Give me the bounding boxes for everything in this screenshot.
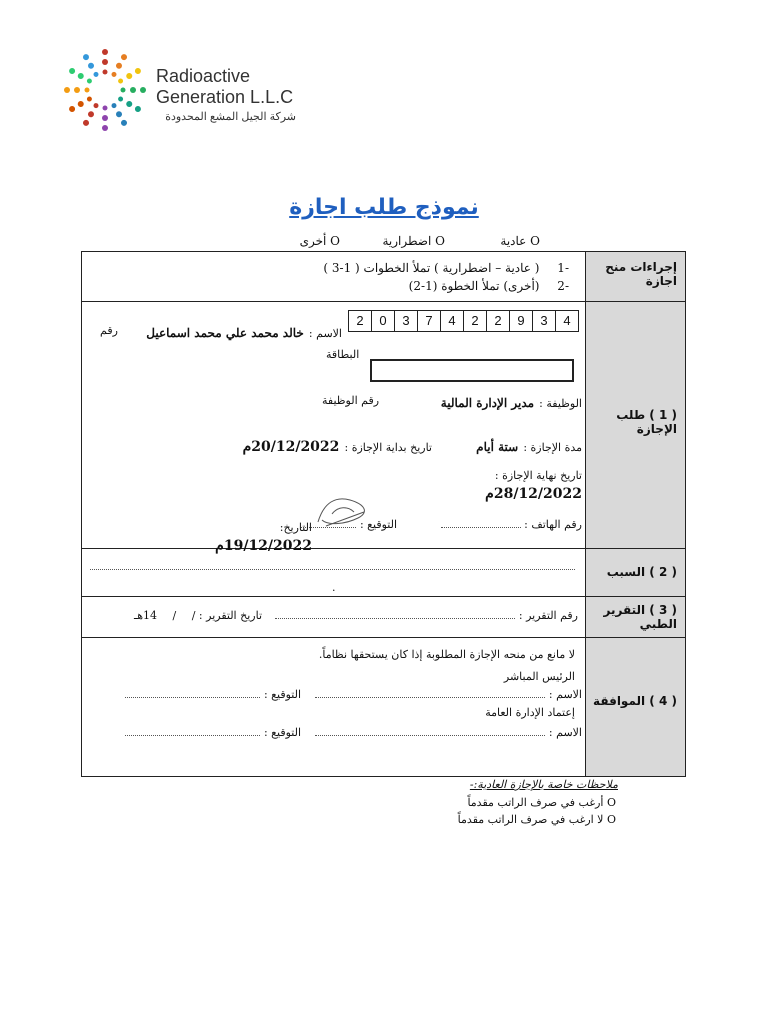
radio-marker: O <box>606 796 616 809</box>
procedures-label-text: إجراءات منح اجازة <box>605 260 677 288</box>
logo-line2: Generation L.L.C <box>156 87 294 107</box>
date-label: التاريخ: <box>279 521 312 534</box>
job-info <box>422 392 582 411</box>
medical-label-text: ( 3 ) التقرير الطبي <box>603 603 677 631</box>
procedures-label <box>586 252 686 302</box>
phone-label: رقم الهاتف : <box>524 518 582 531</box>
leave-end <box>402 464 582 502</box>
page-title: نموذج طلب اجازة <box>289 195 479 220</box>
logo-line1: Radioactive <box>156 66 251 86</box>
medical-row <box>82 597 686 638</box>
hr-name-field[interactable] <box>307 726 582 739</box>
radio-marker: O <box>530 234 540 248</box>
request-content <box>82 302 586 554</box>
reason-label <box>586 549 686 597</box>
report-no-label: رقم التقرير : <box>518 609 578 622</box>
manager-sign-dots <box>125 697 260 698</box>
leave-type-emergency[interactable] <box>360 234 445 248</box>
id-digit: 0 <box>372 311 395 331</box>
note-option-label: أرغب في صرف الراتب مقدماً <box>467 796 604 809</box>
job-no-label: رقم الوظيفة <box>322 394 380 407</box>
procedure-text: ( عادية – اضطرارية ) تملأ الخطوات ( 1-3 ) <box>323 261 540 275</box>
radio-marker: O <box>606 813 616 826</box>
duration-value: ستة أيام <box>476 440 519 454</box>
employee-name <box>142 322 342 341</box>
no-objection-text: لا مانع من منحه الإجازة المطلوبة إذا كان يستحقها نظاماً. <box>318 648 575 661</box>
approval-content <box>82 638 586 777</box>
leave-type-ordinary[interactable] <box>470 234 540 248</box>
procedure-text: (أخرى) تملأ الخطوة (1-2) <box>408 279 540 293</box>
procedure-num: -1 <box>557 261 569 275</box>
end-value: 28/12/2022م <box>485 486 582 502</box>
manager-name-dots <box>315 697 545 698</box>
reason-row <box>82 549 686 597</box>
card-label: البطاقة <box>326 348 360 361</box>
duration-label: مدة الإجازة : <box>523 441 582 454</box>
leave-type-label: عادية <box>500 234 527 248</box>
report-date-field[interactable] <box>112 609 262 622</box>
manager-name-label: الاسم : <box>548 688 582 701</box>
note-option-label: لا ارغب في صرف الراتب مقدماً <box>457 813 604 826</box>
job-value: مدير الإدارة المالية <box>440 396 535 410</box>
leave-start <box>232 436 432 455</box>
report-date-label: تاريخ التقرير : <box>198 609 262 622</box>
procedures-content <box>82 252 586 302</box>
logo-arabic: شركة الجيل المشع المحدودة <box>165 111 296 123</box>
hr-name-dots <box>315 735 545 736</box>
request-label <box>586 302 686 549</box>
date-value: 19/12/2022م <box>215 538 312 554</box>
procedure-item-2 <box>409 279 569 293</box>
procedure-num: -2 <box>557 279 569 293</box>
medical-label <box>586 597 686 638</box>
logo-mark-icon <box>60 44 150 136</box>
name-value: خالد محمد علي محمد اسماعيل <box>146 326 304 340</box>
leave-form-table <box>81 251 686 777</box>
approval-row <box>82 638 686 777</box>
approval-label-text: ( 4 ) الموافقة <box>593 694 677 708</box>
company-logo <box>60 44 300 136</box>
hr-sign-dots <box>125 735 260 736</box>
job-label: الوظيفة : <box>539 397 582 410</box>
start-label: تاريخ بداية الإجازة : <box>344 441 432 454</box>
id-digit: 3 <box>395 311 418 331</box>
id-digit: 4 <box>441 311 464 331</box>
manager-title: الرئيس المباشر <box>503 670 575 683</box>
manager-name-field[interactable] <box>307 688 582 701</box>
hr-sign-label: التوقيع : <box>263 726 301 739</box>
reason-label-text: ( 2 ) السبب <box>606 565 677 579</box>
notes-heading: ملاحظات خاصة بالإجازة العادية:- <box>469 778 618 791</box>
manager-sign-field[interactable] <box>116 688 301 701</box>
note-option-no-advance[interactable] <box>458 813 616 826</box>
end-label: تاريخ نهاية الإجازة : <box>494 469 582 482</box>
procedure-item-1 <box>323 261 569 275</box>
start-value: 20/12/2022م <box>242 439 340 455</box>
report-no-field[interactable] <box>262 609 578 622</box>
id-digit: 9 <box>510 311 533 331</box>
radio-marker: O <box>330 234 340 248</box>
reason-dot: . <box>332 581 336 594</box>
report-no-dots <box>275 618 515 619</box>
note-option-advance[interactable] <box>467 796 616 809</box>
card-input-box[interactable] <box>370 359 574 382</box>
leave-type-label: اضطرارية <box>382 234 432 248</box>
approval-label <box>586 638 686 777</box>
request-row <box>82 302 686 549</box>
id-digit: 2 <box>487 311 510 331</box>
request-label-text: ( 1 ) طلب الإجازة <box>616 408 677 436</box>
manager-sign-label: التوقيع : <box>263 688 301 701</box>
id-digit: 4 <box>563 313 571 328</box>
medical-content <box>82 597 586 638</box>
id-digit: 2 <box>464 311 487 331</box>
hr-sign-field[interactable] <box>116 726 301 739</box>
phone-dots <box>441 527 521 528</box>
hr-name-label: الاسم : <box>548 726 582 739</box>
leave-duration <box>452 436 582 455</box>
sign-label: التوقيع : <box>359 518 397 531</box>
radio-marker: O <box>435 234 445 248</box>
phone-field[interactable] <box>412 518 582 531</box>
id-label: رقم <box>100 324 118 337</box>
id-number-boxes[interactable] <box>348 310 579 332</box>
name-label: الاسم : <box>308 327 342 340</box>
id-digit: 2 <box>349 311 372 331</box>
leave-type-label: أخرى <box>299 234 327 248</box>
id-digit: 3 <box>533 311 556 331</box>
procedures-row <box>82 252 686 302</box>
id-digit: 7 <box>418 311 441 331</box>
leave-type-other[interactable] <box>270 234 340 248</box>
reason-line <box>90 569 575 570</box>
report-date-value: / / 14هـ <box>133 609 196 622</box>
reason-content[interactable] <box>82 549 586 597</box>
hr-title: إعتماد الإدارة العامة <box>485 706 575 719</box>
